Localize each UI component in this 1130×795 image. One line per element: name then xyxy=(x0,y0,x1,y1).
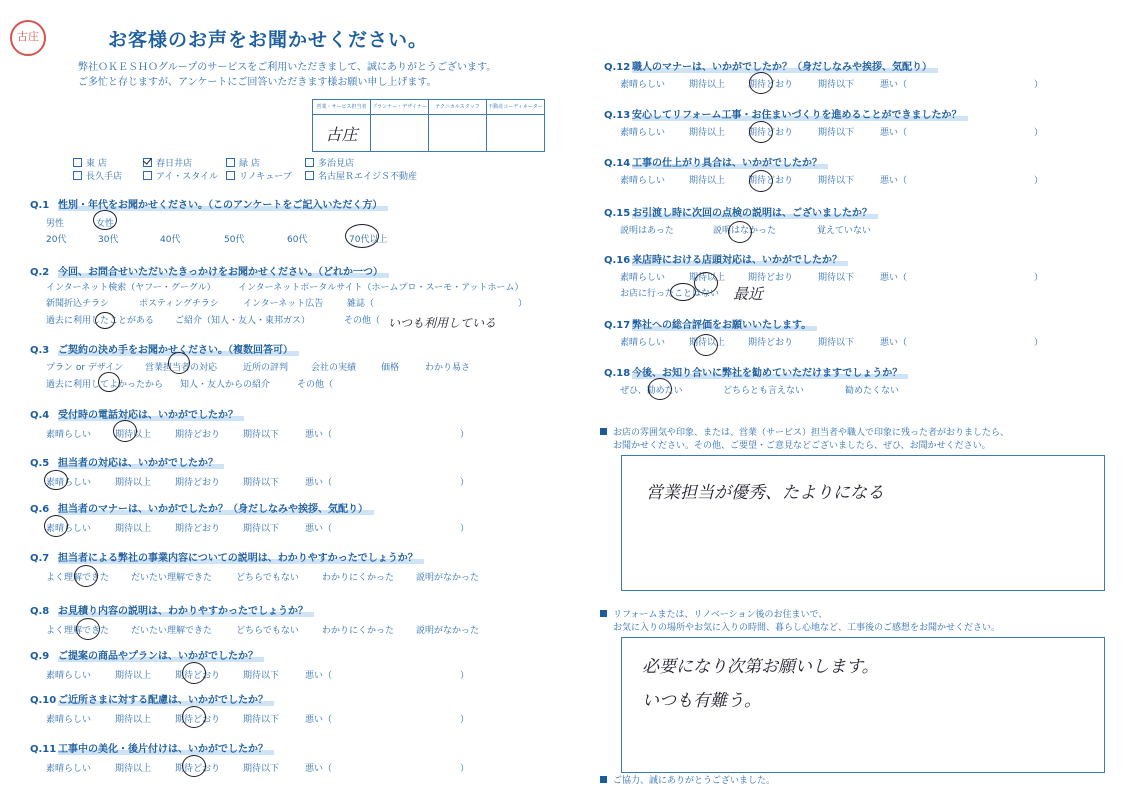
q16-option-4[interactable]: 悪い（ xyxy=(880,273,908,283)
q1-age-20s[interactable]: 20代 xyxy=(46,235,67,245)
q7-option-0[interactable]: よく理解できた xyxy=(46,573,110,583)
q13-option-4[interactable]: 悪い（ xyxy=(880,128,908,138)
comment1-box[interactable] xyxy=(621,455,1105,591)
q14-option-2[interactable]: 期待どおり xyxy=(748,176,794,186)
question-q14-num: Q.14 xyxy=(604,158,631,169)
q16-option-3[interactable]: 期待以下 xyxy=(818,273,855,283)
q15-option-2[interactable]: 覚えていない xyxy=(817,226,872,236)
q11-option-1[interactable]: 期待以上 xyxy=(115,764,152,774)
q4-option-4[interactable]: 悪い（ xyxy=(305,430,333,440)
question-q10 xyxy=(30,691,274,706)
q16-answer-mark-extra xyxy=(670,283,696,301)
store-checkbox-midori[interactable]: 緑 店 xyxy=(226,156,260,169)
q11-option-3[interactable]: 期待以下 xyxy=(243,764,280,774)
q8-option-0[interactable]: よく理解できた xyxy=(46,626,110,636)
question-q11-text: 工事中の美化・後片付けは、いかがでしたか？ xyxy=(58,744,274,755)
q8-option-3[interactable]: わかりにくかった xyxy=(322,626,395,636)
question-q13-text: 安心してリフォーム工事・お住まいづくりを進めることができましたか？ xyxy=(632,110,968,121)
q2-option-newspaper[interactable]: 新聞折込チラシ xyxy=(46,299,110,309)
q1-age-50s[interactable]: 50代 xyxy=(224,235,245,245)
q9-option-2[interactable]: 期待どおり xyxy=(175,671,221,681)
question-q1: Q.1 性別・年代をお聞かせください。（このアンケートをご記入いただく方） xyxy=(30,196,388,211)
q11-option-4[interactable]: 悪い（ xyxy=(305,764,333,774)
question-q4-num: Q.4 xyxy=(30,410,50,421)
question-q18-num: Q.18 xyxy=(604,368,631,379)
q18-option-1[interactable]: どちらとも言えない xyxy=(723,386,805,396)
question-q16-num: Q.16 xyxy=(604,255,631,266)
hanko-stamp xyxy=(10,20,46,56)
q10-paren-close: ） xyxy=(460,715,470,725)
store-checkbox-renocube[interactable]: リノキューブ xyxy=(226,169,292,182)
staff-header-planner: プランナー・デザイナー xyxy=(371,100,429,115)
q17-option-0[interactable]: 素晴らしい xyxy=(620,338,666,348)
question-q6 xyxy=(30,500,374,515)
q16-option-2[interactable]: 期待どおり xyxy=(748,273,794,283)
q3-option-price[interactable]: 価格 xyxy=(381,363,400,373)
q13-option-3[interactable]: 期待以下 xyxy=(818,128,855,138)
q11-paren-close: ） xyxy=(460,764,470,774)
q11-option-0[interactable]: 素晴らしい xyxy=(46,764,92,774)
q1-answer-mark-female xyxy=(93,210,117,230)
comment2-prompt-line2: お気に入りの場所やお気に入りの時間、暮らし心地など、工事後のご感想をお聞かせください。 xyxy=(613,623,1001,633)
comment2-answer-line2: いつも有難う。 xyxy=(642,691,761,711)
q12-option-2[interactable]: 期待どおり xyxy=(748,80,794,90)
q17-option-3[interactable]: 期待以下 xyxy=(818,338,855,348)
q11-answer-mark xyxy=(182,755,206,777)
q16-handwritten-note: 最近 xyxy=(733,285,764,303)
question-q9 xyxy=(30,647,264,662)
q16-option-1[interactable]: 期待以上 xyxy=(689,273,726,283)
question-q15-text: お引渡し時に次回の点検の説明は、ございましたか？ xyxy=(632,208,878,219)
q16-option-never-visited[interactable]: お店に行ったことはない xyxy=(620,289,720,299)
q8-option-4[interactable]: 説明がなかった xyxy=(416,626,480,636)
q13-answer-mark xyxy=(749,121,773,143)
comment2-prompt xyxy=(600,609,1000,635)
staff-value-technical[interactable] xyxy=(429,115,487,152)
staff-value-sales[interactable] xyxy=(313,115,371,152)
q2-option-magazine[interactable]: 雑誌（ xyxy=(347,299,375,309)
q6-option-1[interactable]: 期待以上 xyxy=(115,524,152,534)
q6-option-4[interactable]: 悪い（ xyxy=(305,524,333,534)
store-checkbox-nagakute[interactable]: 長久手店 xyxy=(73,169,122,182)
question-q14 xyxy=(604,154,828,169)
q15-option-1[interactable]: 説明はなかった xyxy=(713,226,777,236)
q15-answer-mark xyxy=(728,221,752,243)
q2-option-posting[interactable]: ポスティングチラシ xyxy=(139,299,219,309)
q9-option-0[interactable]: 素晴らしい xyxy=(46,671,92,681)
question-q4 xyxy=(30,406,244,421)
q17-option-4[interactable]: 悪い（ xyxy=(880,338,908,348)
q18-option-0[interactable]: ぜひ、勧めたい xyxy=(620,386,683,396)
q17-answer-mark xyxy=(694,334,718,356)
q7-option-2[interactable]: どちらでもない xyxy=(236,573,299,583)
question-q11 xyxy=(30,740,274,755)
q10-option-1[interactable]: 期待以上 xyxy=(115,715,152,725)
question-q7-num: Q.7 xyxy=(30,553,50,564)
q3-option-reputation[interactable]: 近所の評判 xyxy=(243,363,289,373)
q2-option-referral[interactable]: ご紹介（知人・友人・東邦ガス） xyxy=(175,316,311,326)
staff-value-realestate[interactable] xyxy=(487,115,545,152)
q1-age-30s[interactable]: 30代 xyxy=(98,235,119,245)
q14-option-4[interactable]: 悪い（ xyxy=(880,176,908,186)
q1-age-70s[interactable]: 70代以上 xyxy=(349,235,388,245)
q18-answer-mark xyxy=(648,378,672,400)
question-q7-text: 担当者による弊社の事業内容についての説明は、わかりやすかったでしょうか？ xyxy=(58,553,424,564)
q16-paren-close: ） xyxy=(1034,273,1044,283)
q1-answer-mark-age xyxy=(345,224,379,248)
q13-option-1[interactable]: 期待以上 xyxy=(689,128,726,138)
q2-option-past-use[interactable]: 過去に利用したことがある xyxy=(46,316,155,326)
question-q9-text: ご提案の商品やプランは、いかがでしたか？ xyxy=(58,651,264,662)
q8-option-2[interactable]: どちらでもない xyxy=(236,626,299,636)
q9-answer-mark xyxy=(182,662,206,684)
q9-paren-close: ） xyxy=(460,671,470,681)
question-q16 xyxy=(604,251,848,266)
question-q17-num: Q.17 xyxy=(604,320,631,331)
q5-option-3[interactable]: 期待以下 xyxy=(243,478,280,488)
q11-option-2[interactable]: 期待どおり xyxy=(175,764,221,774)
q1-gender-female[interactable]: 女性 xyxy=(96,219,115,229)
comment1-prompt xyxy=(600,427,1009,453)
staff-table xyxy=(312,99,545,152)
q2-option-web-ad[interactable]: インターネット広告 xyxy=(243,299,324,309)
question-q8 xyxy=(30,602,314,617)
q5-option-1[interactable]: 期待以上 xyxy=(115,478,152,488)
q1-age-40s[interactable]: 40代 xyxy=(160,235,181,245)
question-q12-text: 職人のマナーは、いかがでしたか？（身だしなみや挨拶、気配り） xyxy=(632,62,938,73)
q17-option-2[interactable]: 期待どおり xyxy=(748,338,794,348)
question-q15-num: Q.15 xyxy=(604,208,631,219)
comment1-prompt-line2: お聞かせください。その他、ご要望・ご意見などございましたら、ぜひ、お聞かせください。 xyxy=(613,441,991,451)
q5-option-0[interactable]: 素晴らしい xyxy=(46,478,92,488)
q4-option-3[interactable]: 期待以下 xyxy=(243,430,280,440)
question-q17 xyxy=(604,316,817,331)
q3-option-sales[interactable]: 営業担当者の対応 xyxy=(145,363,218,373)
q5-option-4[interactable]: 悪い（ xyxy=(305,478,333,488)
store-checkbox-nagoya-realestate[interactable]: 名古屋ＲエイジＳ不動産 xyxy=(305,169,417,182)
q9-option-3[interactable]: 期待以下 xyxy=(243,671,280,681)
q14-option-0[interactable]: 素晴らしい xyxy=(620,176,666,186)
page-title: お客様のお声をお聞かせください。 xyxy=(108,29,429,51)
q3-option-clarity[interactable]: わかり易さ xyxy=(425,363,471,373)
q10-option-3[interactable]: 期待以下 xyxy=(243,715,280,725)
q10-option-2[interactable]: 期待どおり xyxy=(175,715,221,725)
q2-option-other[interactable]: その他（ xyxy=(344,316,381,326)
q3-option-introduction[interactable]: 知人・友人からの紹介 xyxy=(180,380,271,390)
q5-paren-close: ） xyxy=(460,478,470,488)
question-q8-num: Q.8 xyxy=(30,606,50,617)
staff-sales-name: 古庄 xyxy=(325,124,358,144)
question-q8-text: お見積り内容の説明は、わかりやすかったでしょうか？ xyxy=(58,606,314,617)
question-q13-num: Q.13 xyxy=(604,110,631,121)
q12-paren-close: ） xyxy=(1034,80,1044,90)
question-q2: Q.2 今回、お問合せいただいたきっかけをお聞かせください。（どれか一つ） xyxy=(30,263,389,278)
q4-paren-close: ） xyxy=(460,430,470,440)
q2-paren-close: ） xyxy=(518,299,528,309)
q6-option-2[interactable]: 期待どおり xyxy=(175,524,221,534)
q3-answer-mark-past xyxy=(98,372,120,392)
question-q12-num: Q.12 xyxy=(604,62,631,73)
question-q6-num: Q.6 xyxy=(30,504,50,515)
question-q18-text: 今後、お知り合いに弊社を勧めていただけますでしょうか？ xyxy=(632,368,908,379)
q2-option-search[interactable]: インターネット検索（ヤフー・グーグル） xyxy=(46,283,216,293)
q7-option-3[interactable]: わかりにくかった xyxy=(322,573,395,583)
q1-age-60s[interactable]: 60代 xyxy=(287,235,308,245)
q4-answer-mark xyxy=(113,420,137,442)
question-q14-text: 工事の仕上がり具合は、いかがでしたか？ xyxy=(632,158,828,169)
q3-option-record[interactable]: 会社の実績 xyxy=(311,363,357,373)
q3-answer-mark-sales xyxy=(168,352,190,374)
question-q18 xyxy=(604,364,908,379)
store-checkbox-tajimi[interactable]: 多治見店 xyxy=(305,156,354,169)
q16-option-0[interactable]: 素晴らしい xyxy=(620,273,666,283)
question-q12 xyxy=(604,58,938,73)
q13-option-2[interactable]: 期待どおり xyxy=(748,128,794,138)
footer-thanks: ご協力、誠にありがとうございました。 xyxy=(600,775,775,788)
question-q10-num: Q.10 xyxy=(30,695,57,706)
q14-paren-close: ） xyxy=(1034,176,1044,186)
q3-option-past-use[interactable]: 過去に利用してよかったから xyxy=(46,380,164,390)
q14-answer-mark xyxy=(749,170,773,192)
q12-option-3[interactable]: 期待以下 xyxy=(818,80,855,90)
q2-answer-mark xyxy=(95,312,115,329)
question-q11-num: Q.11 xyxy=(30,744,57,755)
q18-option-2[interactable]: 勧めたくない xyxy=(845,386,900,396)
q4-option-1[interactable]: 期待以上 xyxy=(115,430,152,440)
q5-option-2[interactable]: 期待どおり xyxy=(175,478,221,488)
q12-answer-mark xyxy=(749,72,773,94)
question-q7 xyxy=(30,549,424,564)
q10-answer-mark xyxy=(182,706,206,728)
store-checkbox-kasugai[interactable]: 春日井店 xyxy=(143,156,192,169)
comment2-box[interactable] xyxy=(621,637,1105,773)
staff-value-planner[interactable] xyxy=(371,115,429,152)
q8-answer-mark xyxy=(76,618,100,640)
q6-paren-close: ） xyxy=(460,524,470,534)
q4-option-0[interactable]: 素晴らしい xyxy=(46,430,92,440)
stamp-text: 古庄 xyxy=(17,30,39,43)
q6-answer-mark xyxy=(44,515,68,537)
q3-option-other[interactable]: その他（ xyxy=(297,380,334,390)
q7-option-4[interactable]: 説明がなかった xyxy=(416,573,480,583)
staff-header-realestate: 不動産コーディネーター xyxy=(487,100,545,115)
q6-option-0[interactable]: 素晴らしい xyxy=(46,524,92,534)
question-q5 xyxy=(30,454,224,469)
store-checkbox-higashi[interactable]: 東 店 xyxy=(73,156,107,169)
q1-gender-male[interactable]: 男性 xyxy=(46,219,65,229)
intro-line-1: 弊社ＯＫＥＳＨＯグループのサービスをご利用いただきまして、誠にありがとうございます。 xyxy=(78,62,497,73)
question-q3: Q.3 ご契約の決め手をお聞かせください。（複数回答可） xyxy=(30,341,299,356)
question-q16-text: 来店時における店頭対応は、いかがでしたか？ xyxy=(632,255,848,266)
staff-header-technical: テクニカルスタッフ xyxy=(429,100,487,115)
q14-option-1[interactable]: 期待以上 xyxy=(689,176,726,186)
question-q5-num: Q.5 xyxy=(30,458,50,469)
intro-line-2: ご多忙と存じますが、アンケートにご回答いただきます様お願い申し上げます。 xyxy=(78,77,437,88)
q3-option-plan[interactable]: プラン or デザイン xyxy=(46,363,124,373)
q17-paren-close: ） xyxy=(1034,338,1044,348)
q10-option-0[interactable]: 素晴らしい xyxy=(46,715,92,725)
comment1-prompt-line1: お店の雰囲気や印象、または、営業（サービス）担当者や職人で印象に残った者がおりましたら、 xyxy=(613,428,1010,438)
question-q4-text: 受付時の電話対応は、いかがでしたか？ xyxy=(58,410,244,421)
q4-option-2[interactable]: 期待どおり xyxy=(175,430,221,440)
question-q10-text: ご近所さまに対する配慮は、いかがでしたか？ xyxy=(58,695,274,706)
q14-option-3[interactable]: 期待以下 xyxy=(818,176,855,186)
question-q9-num: Q.9 xyxy=(30,651,50,662)
staff-header-sales: 営業・サービス担当者 xyxy=(313,100,371,115)
q6-option-3[interactable]: 期待以下 xyxy=(243,524,280,534)
q10-option-4[interactable]: 悪い（ xyxy=(305,715,333,725)
q7-answer-mark xyxy=(74,565,98,587)
q15-option-0[interactable]: 説明はあった xyxy=(620,226,674,236)
comment1-answer: 営業担当が優秀、たよりになる xyxy=(646,483,884,503)
question-q5-text: 担当者の対応は、いかがでしたか？ xyxy=(58,458,224,469)
comment2-prompt-line1: リフォームまたは、リノベーション後のお住まいで、 xyxy=(613,610,828,620)
q7-option-1[interactable]: だいたい理解できた xyxy=(131,573,213,583)
q9-option-4[interactable]: 悪い（ xyxy=(305,671,333,681)
q17-option-1[interactable]: 期待以上 xyxy=(689,338,726,348)
q2-option-portal[interactable]: インターネットポータルサイト（ホームプロ・スーモ・アットホーム） xyxy=(238,283,524,293)
comment2-answer-line1: 必要になり次第お願いします。 xyxy=(642,657,879,677)
q12-option-4[interactable]: 悪い（ xyxy=(880,80,908,90)
q13-paren-close: ） xyxy=(1034,128,1044,138)
q13-option-0[interactable]: 素晴らしい xyxy=(620,128,666,138)
store-checkbox-istyle[interactable]: アイ・スタイル xyxy=(143,169,218,182)
q12-option-0[interactable]: 素晴らしい xyxy=(620,80,666,90)
q5-answer-mark xyxy=(44,470,68,490)
question-q15 xyxy=(604,204,878,219)
q12-option-1[interactable]: 期待以上 xyxy=(689,80,726,90)
q8-option-1[interactable]: だいたい理解できた xyxy=(131,626,213,636)
q2-other-answer: いつも利用している xyxy=(388,316,497,330)
question-q6-text: 担当者のマナーは、いかがでしたか？（身だしなみや挨拶、気配り） xyxy=(58,504,374,515)
question-q13 xyxy=(604,106,968,121)
question-q17-text: 弊社への総合評価をお願いいたします。 xyxy=(632,320,817,331)
q9-option-1[interactable]: 期待以上 xyxy=(115,671,152,681)
